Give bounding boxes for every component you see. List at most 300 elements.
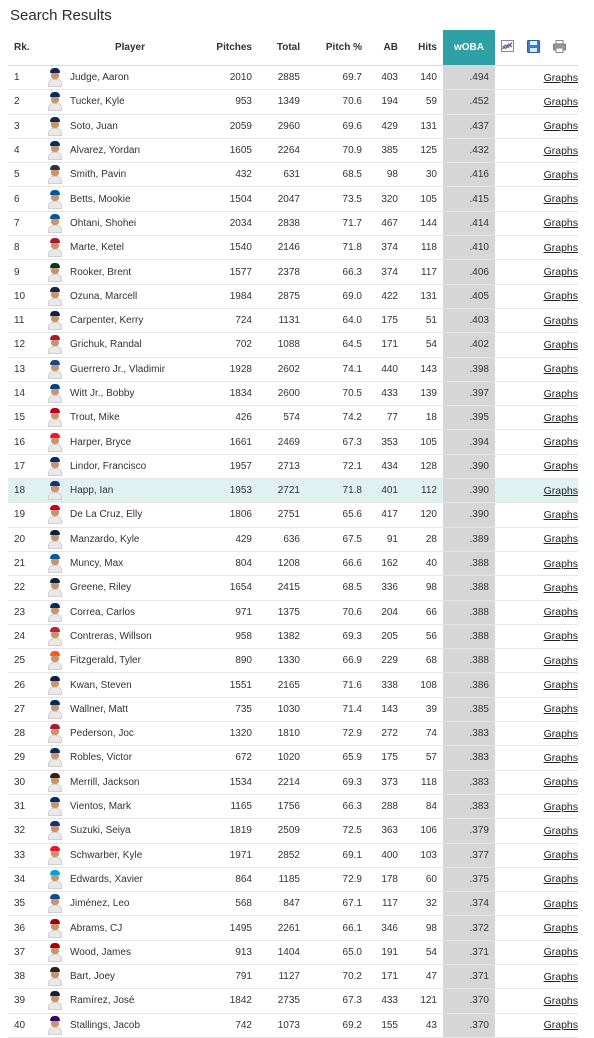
graphs-cell (495, 746, 578, 770)
rank-cell: 11 (8, 308, 40, 332)
pitches-cell: 958 (190, 624, 252, 648)
woba-cell: .402 (443, 333, 495, 357)
col-header-pitch-pct[interactable]: Pitch % (300, 30, 362, 66)
ab-cell: 440 (362, 357, 398, 381)
graphs-link[interactable]: Graphs (543, 727, 578, 740)
player-name-cell: Trout, Mike (70, 406, 190, 430)
pitches-cell: 953 (190, 90, 252, 114)
pitches-cell: 742 (190, 1013, 252, 1037)
pitches-cell: 1540 (190, 236, 252, 260)
player-headshot-icon (48, 603, 62, 622)
player-headshot-icon (48, 117, 62, 136)
table-row[interactable] (8, 187, 578, 211)
rank-cell: 28 (8, 722, 40, 746)
print-icon[interactable] (553, 40, 566, 56)
table-row[interactable] (8, 940, 578, 964)
player-headshot-icon (48, 700, 62, 719)
graphs-link[interactable]: Graphs (543, 946, 578, 959)
player-name-cell: Grichuk, Randal (70, 333, 190, 357)
woba-cell: .397 (443, 381, 495, 405)
total-cell: 847 (252, 892, 300, 916)
woba-cell: .388 (443, 576, 495, 600)
table-row[interactable] (8, 551, 578, 575)
hits-cell: 125 (398, 138, 443, 162)
hits-cell: 120 (398, 503, 443, 527)
pitch-pct-cell: 69.6 (300, 114, 362, 138)
graphs-link[interactable]: Graphs (543, 679, 578, 692)
rank-cell: 6 (8, 187, 40, 211)
graphs-link[interactable]: Graphs (543, 120, 578, 133)
graphs-link[interactable]: Graphs (543, 71, 578, 84)
ab-cell: 204 (362, 600, 398, 624)
graphs-cell (495, 479, 578, 503)
rank-cell: 37 (8, 940, 40, 964)
table-row[interactable] (8, 697, 578, 721)
graphs-link[interactable]: Graphs (543, 338, 578, 351)
woba-cell: .374 (443, 892, 495, 916)
pitch-pct-cell: 66.3 (300, 260, 362, 284)
player-headshot-cell (40, 114, 70, 138)
col-header-player[interactable]: Player (70, 30, 190, 66)
ab-cell: 346 (362, 916, 398, 940)
table-row[interactable] (8, 430, 578, 454)
ab-cell: 467 (362, 211, 398, 235)
table-row[interactable] (8, 260, 578, 284)
rank-cell: 12 (8, 333, 40, 357)
col-header-total[interactable]: Total (252, 30, 300, 66)
graphs-link[interactable]: Graphs (543, 849, 578, 862)
pitch-pct-cell: 70.2 (300, 964, 362, 988)
graphs-link[interactable]: Graphs (543, 751, 578, 764)
ab-cell: 91 (362, 527, 398, 551)
hits-cell: 59 (398, 90, 443, 114)
woba-cell: .388 (443, 624, 495, 648)
pitches-cell: 1806 (190, 503, 252, 527)
player-headshot-icon (48, 651, 62, 670)
ab-cell: 417 (362, 503, 398, 527)
player-headshot-cell (40, 1013, 70, 1037)
graphs-cell (495, 406, 578, 430)
table-row[interactable] (8, 600, 578, 624)
player-name-cell: Ohtani, Shohei (70, 211, 190, 235)
player-headshot-cell (40, 819, 70, 843)
woba-cell: .416 (443, 163, 495, 187)
woba-cell: .406 (443, 260, 495, 284)
graphs-cell (495, 770, 578, 794)
pitch-pct-cell: 67.3 (300, 989, 362, 1013)
pitch-pct-cell: 70.6 (300, 90, 362, 114)
table-row[interactable] (8, 284, 578, 308)
graphs-link[interactable]: Graphs (543, 363, 578, 376)
pitch-pct-cell: 70.9 (300, 138, 362, 162)
pitches-cell: 429 (190, 527, 252, 551)
pitch-pct-cell: 72.5 (300, 819, 362, 843)
graphs-link[interactable]: Graphs (543, 217, 578, 230)
table-row[interactable] (8, 381, 578, 405)
total-cell: 1349 (252, 90, 300, 114)
player-headshot-icon (48, 287, 62, 306)
total-cell: 2602 (252, 357, 300, 381)
rank-cell: 13 (8, 357, 40, 381)
rank-cell: 17 (8, 454, 40, 478)
pitch-pct-cell: 67.1 (300, 892, 362, 916)
ab-cell: 272 (362, 722, 398, 746)
player-headshot-icon (48, 68, 62, 87)
pitches-cell: 1953 (190, 479, 252, 503)
player-headshot-cell (40, 527, 70, 551)
ab-cell: 117 (362, 892, 398, 916)
table-row[interactable] (8, 308, 578, 332)
player-name-cell: Muncy, Max (70, 551, 190, 575)
hits-cell: 144 (398, 211, 443, 235)
graphs-cell (495, 454, 578, 478)
graphs-cell (495, 649, 578, 673)
rank-cell: 15 (8, 406, 40, 430)
graphs-cell (495, 236, 578, 260)
ab-cell: 320 (362, 187, 398, 211)
col-header-hits[interactable]: Hits (398, 30, 443, 66)
hits-cell: 32 (398, 892, 443, 916)
col-header-woba[interactable]: wOBA (443, 30, 495, 66)
woba-cell: .410 (443, 236, 495, 260)
player-headshot-icon (48, 870, 62, 889)
total-cell: 2378 (252, 260, 300, 284)
graphs-cell (495, 843, 578, 867)
ab-cell: 363 (362, 819, 398, 843)
table-row[interactable] (8, 406, 578, 430)
player-name-cell: Vientos, Mark (70, 794, 190, 818)
pitches-cell: 1661 (190, 430, 252, 454)
table-row[interactable] (8, 916, 578, 940)
table-row[interactable] (8, 66, 578, 90)
woba-cell: .383 (443, 722, 495, 746)
player-headshot-cell (40, 66, 70, 90)
player-name-cell: Merrill, Jackson (70, 770, 190, 794)
table-row[interactable] (8, 867, 578, 891)
woba-cell: .383 (443, 770, 495, 794)
pitch-pct-cell: 69.3 (300, 770, 362, 794)
table-row[interactable] (8, 454, 578, 478)
pitches-cell: 804 (190, 551, 252, 575)
rank-cell: 34 (8, 867, 40, 891)
player-name-cell: Ozuna, Marcell (70, 284, 190, 308)
graphs-link[interactable]: Graphs (543, 290, 578, 303)
player-name-cell: Guerrero Jr., Vladimir (70, 357, 190, 381)
hits-cell: 98 (398, 576, 443, 600)
ab-cell: 191 (362, 940, 398, 964)
graphs-link[interactable]: Graphs (543, 776, 578, 789)
graphs-cell (495, 260, 578, 284)
graphs-link[interactable]: Graphs (543, 387, 578, 400)
table-row[interactable] (8, 722, 578, 746)
pitches-cell: 2034 (190, 211, 252, 235)
ab-cell: 433 (362, 989, 398, 1013)
player-headshot-cell (40, 746, 70, 770)
graphs-link[interactable]: Graphs (543, 897, 578, 910)
woba-cell: .390 (443, 479, 495, 503)
player-headshot-cell (40, 138, 70, 162)
ab-cell: 401 (362, 479, 398, 503)
pitches-cell: 702 (190, 333, 252, 357)
woba-cell: .383 (443, 746, 495, 770)
graphs-link[interactable]: Graphs (543, 703, 578, 716)
graphs-link[interactable]: Graphs (543, 1019, 578, 1032)
graphs-cell (495, 284, 578, 308)
save-icon[interactable] (527, 40, 540, 56)
graphs-link[interactable]: Graphs (543, 581, 578, 594)
graphs-link[interactable]: Graphs (543, 241, 578, 254)
graphs-cell (495, 211, 578, 235)
player-name-cell: Stallings, Jacob (70, 1013, 190, 1037)
graphs-cell (495, 722, 578, 746)
table-row[interactable] (8, 989, 578, 1013)
hits-cell: 105 (398, 187, 443, 211)
table-row[interactable] (8, 819, 578, 843)
player-name-cell: Pederson, Joc (70, 722, 190, 746)
player-headshot-cell (40, 843, 70, 867)
woba-cell: .370 (443, 1013, 495, 1037)
graphs-cell (495, 138, 578, 162)
graphs-cell (495, 381, 578, 405)
graphs-link[interactable]: Graphs (543, 994, 578, 1007)
table-row[interactable] (8, 503, 578, 527)
table-row[interactable] (8, 163, 578, 187)
total-cell: 2960 (252, 114, 300, 138)
total-cell: 2264 (252, 138, 300, 162)
pitches-cell: 1984 (190, 284, 252, 308)
graphs-link[interactable]: Graphs (543, 508, 578, 521)
table-row[interactable] (8, 892, 578, 916)
chart-icon[interactable] (501, 40, 514, 55)
rank-cell: 4 (8, 138, 40, 162)
table-row[interactable] (8, 964, 578, 988)
table-row[interactable] (8, 673, 578, 697)
hits-cell: 28 (398, 527, 443, 551)
col-header-rank[interactable]: Rk. (8, 30, 40, 66)
total-cell: 2415 (252, 576, 300, 600)
pitches-cell: 1320 (190, 722, 252, 746)
hits-cell: 143 (398, 357, 443, 381)
graphs-cell (495, 964, 578, 988)
rank-cell: 31 (8, 794, 40, 818)
player-headshot-icon (48, 238, 62, 257)
player-name-cell: Correa, Carlos (70, 600, 190, 624)
player-headshot-cell (40, 794, 70, 818)
pitch-pct-cell: 68.5 (300, 163, 362, 187)
graphs-link[interactable]: Graphs (543, 557, 578, 570)
player-headshot-icon (48, 1016, 62, 1035)
results-table (8, 30, 578, 1038)
table-row[interactable] (8, 794, 578, 818)
table-row[interactable] (8, 527, 578, 551)
player-name-cell: Soto, Juan (70, 114, 190, 138)
woba-cell: .452 (443, 90, 495, 114)
graphs-link[interactable]: Graphs (543, 193, 578, 206)
player-headshot-cell (40, 624, 70, 648)
pitches-cell: 568 (190, 892, 252, 916)
ab-cell: 205 (362, 624, 398, 648)
rank-cell: 26 (8, 673, 40, 697)
pitch-pct-cell: 69.2 (300, 1013, 362, 1037)
player-name-cell: Smith, Pavin (70, 163, 190, 187)
hits-cell: 131 (398, 284, 443, 308)
player-headshot-icon (48, 797, 62, 816)
player-headshot-icon (48, 335, 62, 354)
player-headshot-icon (48, 919, 62, 938)
pitch-pct-cell: 72.9 (300, 722, 362, 746)
table-row[interactable] (8, 649, 578, 673)
table-row[interactable] (8, 746, 578, 770)
pitch-pct-cell: 69.7 (300, 66, 362, 90)
graphs-cell (495, 940, 578, 964)
graphs-link[interactable]: Graphs (543, 436, 578, 449)
pitches-cell: 864 (190, 867, 252, 891)
player-headshot-cell (40, 260, 70, 284)
col-header-pitches[interactable]: Pitches (190, 30, 252, 66)
graphs-link[interactable]: Graphs (543, 484, 578, 497)
table-row[interactable] (8, 843, 578, 867)
woba-cell: .405 (443, 284, 495, 308)
pitches-cell: 1504 (190, 187, 252, 211)
graphs-cell (495, 90, 578, 114)
woba-cell: .371 (443, 940, 495, 964)
player-headshot-icon (48, 457, 62, 476)
graphs-link[interactable]: Graphs (543, 460, 578, 473)
player-headshot-cell (40, 892, 70, 916)
woba-cell: .371 (443, 964, 495, 988)
graphs-link[interactable]: Graphs (543, 800, 578, 813)
graphs-link[interactable]: Graphs (543, 654, 578, 667)
total-cell: 2735 (252, 989, 300, 1013)
pitch-pct-cell: 69.3 (300, 624, 362, 648)
graphs-link[interactable]: Graphs (543, 314, 578, 327)
graphs-link[interactable]: Graphs (543, 606, 578, 619)
rank-cell: 19 (8, 503, 40, 527)
graphs-link[interactable]: Graphs (543, 411, 578, 424)
hits-cell: 43 (398, 1013, 443, 1037)
hits-cell: 105 (398, 430, 443, 454)
pitches-cell: 1654 (190, 576, 252, 600)
table-row[interactable] (8, 479, 578, 503)
graphs-link[interactable]: Graphs (543, 873, 578, 886)
graphs-cell (495, 697, 578, 721)
table-row[interactable] (8, 1013, 578, 1037)
total-cell: 2469 (252, 430, 300, 454)
graphs-cell (495, 527, 578, 551)
hits-cell: 106 (398, 819, 443, 843)
ab-cell: 374 (362, 260, 398, 284)
ab-cell: 175 (362, 308, 398, 332)
total-cell: 2047 (252, 187, 300, 211)
table-row[interactable] (8, 357, 578, 381)
graphs-cell (495, 867, 578, 891)
table-row[interactable] (8, 236, 578, 260)
player-name-cell: Tucker, Kyle (70, 90, 190, 114)
graphs-cell (495, 794, 578, 818)
total-cell: 2751 (252, 503, 300, 527)
pitches-cell: 1551 (190, 673, 252, 697)
graphs-link[interactable]: Graphs (543, 630, 578, 643)
rank-cell: 40 (8, 1013, 40, 1037)
player-headshot-cell (40, 989, 70, 1013)
pitch-pct-cell: 69.1 (300, 843, 362, 867)
total-cell: 2885 (252, 66, 300, 90)
total-cell: 2261 (252, 916, 300, 940)
total-cell: 1810 (252, 722, 300, 746)
rank-cell: 21 (8, 551, 40, 575)
table-row[interactable] (8, 576, 578, 600)
total-cell: 1185 (252, 867, 300, 891)
pitch-pct-cell: 65.9 (300, 746, 362, 770)
player-name-cell: Fitzgerald, Tyler (70, 649, 190, 673)
hits-cell: 30 (398, 163, 443, 187)
rank-cell: 1 (8, 66, 40, 90)
col-header-ab[interactable]: AB (362, 30, 398, 66)
total-cell: 1020 (252, 746, 300, 770)
graphs-link[interactable]: Graphs (543, 922, 578, 935)
player-headshot-icon (48, 433, 62, 452)
player-headshot-icon (48, 967, 62, 986)
player-name-cell: Witt Jr., Bobby (70, 381, 190, 405)
graphs-link[interactable]: Graphs (543, 95, 578, 108)
player-headshot-cell (40, 649, 70, 673)
page-title: Search Results (10, 7, 112, 24)
pitches-cell: 1842 (190, 989, 252, 1013)
woba-cell: .377 (443, 843, 495, 867)
ab-cell: 403 (362, 66, 398, 90)
ab-cell: 155 (362, 1013, 398, 1037)
graphs-link[interactable]: Graphs (543, 266, 578, 279)
table-row[interactable] (8, 624, 578, 648)
player-headshot-icon (48, 676, 62, 695)
table-row[interactable] (8, 770, 578, 794)
graphs-link[interactable]: Graphs (543, 533, 578, 546)
pitches-cell: 1928 (190, 357, 252, 381)
player-headshot-cell (40, 673, 70, 697)
table-row[interactable] (8, 211, 578, 235)
table-row[interactable] (8, 114, 578, 138)
pitches-cell: 1957 (190, 454, 252, 478)
player-name-cell: De La Cruz, Elly (70, 503, 190, 527)
graphs-cell (495, 503, 578, 527)
col-header-image (40, 30, 70, 66)
table-row[interactable] (8, 90, 578, 114)
graphs-link[interactable]: Graphs (543, 970, 578, 983)
graphs-link[interactable]: Graphs (543, 824, 578, 837)
hits-cell: 140 (398, 66, 443, 90)
pitches-cell: 432 (190, 163, 252, 187)
woba-cell: .389 (443, 527, 495, 551)
total-cell: 1088 (252, 333, 300, 357)
table-row[interactable] (8, 138, 578, 162)
player-headshot-icon (48, 554, 62, 573)
player-name-cell: Ramírez, José (70, 989, 190, 1013)
hits-cell: 40 (398, 551, 443, 575)
pitches-cell: 791 (190, 964, 252, 988)
woba-cell: .437 (443, 114, 495, 138)
ab-cell: 374 (362, 236, 398, 260)
pitches-cell: 1819 (190, 819, 252, 843)
graphs-link[interactable]: Graphs (543, 144, 578, 157)
table-row[interactable] (8, 333, 578, 357)
player-headshot-cell (40, 284, 70, 308)
hits-cell: 84 (398, 794, 443, 818)
pitches-cell: 1577 (190, 260, 252, 284)
pitches-cell: 1534 (190, 770, 252, 794)
graphs-link[interactable]: Graphs (543, 168, 578, 181)
total-cell: 2165 (252, 673, 300, 697)
player-name-cell: Betts, Mookie (70, 187, 190, 211)
